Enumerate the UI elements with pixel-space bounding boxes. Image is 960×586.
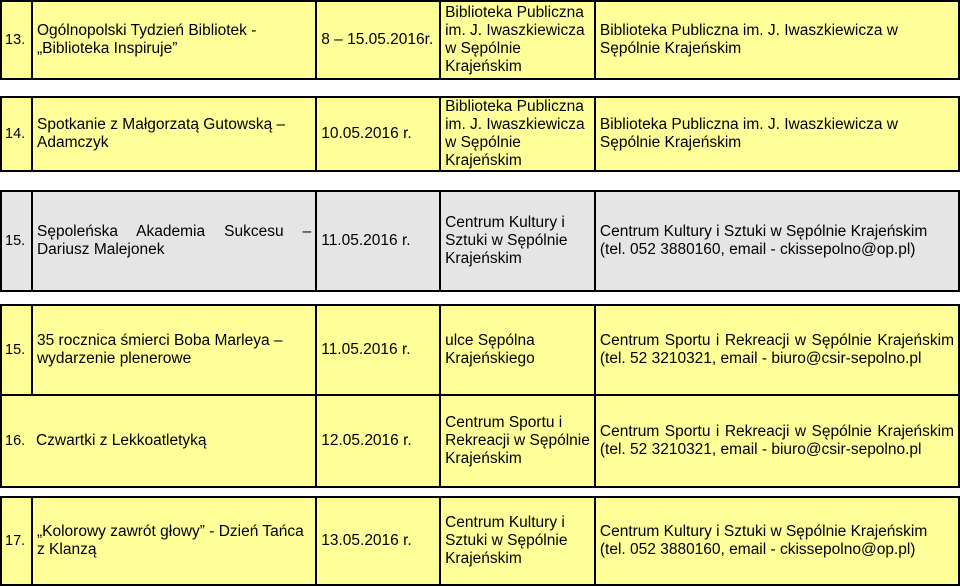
event-number: 15. xyxy=(1,305,32,395)
event-place: Biblioteka Publiczna im. J. Iwaszkiewicza w Sępólnie Krajeńskim xyxy=(440,1,595,79)
row-spacer xyxy=(1,291,959,305)
event-place: Centrum Kultury i Sztuki w Sępólnie Krajeńskim xyxy=(440,191,595,291)
event-title: Spotkanie z Małgorzatą Gutowską – Adamczyk xyxy=(32,97,316,171)
event-place: Centrum Kultury i Sztuki w Sępólnie Krajeńskim xyxy=(440,497,595,585)
event-date: 8 – 15.05.2016r. xyxy=(316,1,440,79)
event-number: 14. xyxy=(1,97,32,171)
event-place: Centrum Sportu i Rekreacji w Sępólnie Krajeńskim xyxy=(440,395,595,487)
event-number: 13. xyxy=(1,1,32,79)
event-title: Czwartki z Lekkoatletyką xyxy=(32,395,316,487)
event-place: ulce Sępólna Krajeńskiego xyxy=(440,305,595,395)
table-row xyxy=(1,1,959,79)
event-number: 17. xyxy=(1,497,32,585)
event-title: 35 rocznica śmierci Boba Marleya – wydarzenie plenerowe xyxy=(32,305,316,395)
event-title: „Kolorowy zawrót głowy” - Dzień Tańca z Klanzą xyxy=(32,497,316,585)
event-date: 11.05.2016 r. xyxy=(316,191,440,291)
row-spacer xyxy=(1,487,959,497)
event-organizer: Centrum Kultury i Sztuki w Sępólnie Krajeńskim (tel. 052 3880160, email - ckissepolno@op.pl) xyxy=(595,497,959,585)
table-row xyxy=(1,305,959,395)
event-organizer: Centrum Sportu i Rekreacji w Sępólnie Krajeńskim (tel. 52 3210321, email - biuro@csir-sepolno.pl xyxy=(595,395,959,487)
event-organizer: Biblioteka Publiczna im. J. Iwaszkiewicza w Sępólnie Krajeńskim xyxy=(595,1,959,79)
event-number: 16. xyxy=(1,395,32,487)
event-date: 11.05.2016 r. xyxy=(316,305,440,395)
event-title: Ogólnopolski Tydzień Bibliotek - „Biblioteka Inspiruje” xyxy=(32,1,316,79)
table-row xyxy=(1,97,959,171)
event-organizer: Biblioteka Publiczna im. J. Iwaszkiewicza w Sępólnie Krajeńskim xyxy=(595,97,959,171)
event-number: 15. xyxy=(1,191,32,291)
table-row xyxy=(1,191,959,291)
event-title: Sępoleńska Akademia Sukcesu – Dariusz Malejonek xyxy=(32,191,316,291)
event-date: 13.05.2016 r. xyxy=(316,497,440,585)
row-spacer xyxy=(1,171,959,191)
table-row xyxy=(1,395,959,487)
event-place: Biblioteka Publiczna im. J. Iwaszkiewicza w Sępólnie Krajeńskim xyxy=(440,97,595,171)
event-organizer: Centrum Kultury i Sztuki w Sępólnie Krajeńskim (tel. 052 3880160, email - ckissepolno@op.pl) xyxy=(595,191,959,291)
event-date: 10.05.2016 r. xyxy=(316,97,440,171)
event-organizer: Centrum Sportu i Rekreacji w Sępólnie Krajeńskim (tel. 52 3210321, email - biuro@csir-sepolno.pl xyxy=(595,305,959,395)
row-spacer xyxy=(1,79,959,97)
event-date: 12.05.2016 r. xyxy=(316,395,440,487)
